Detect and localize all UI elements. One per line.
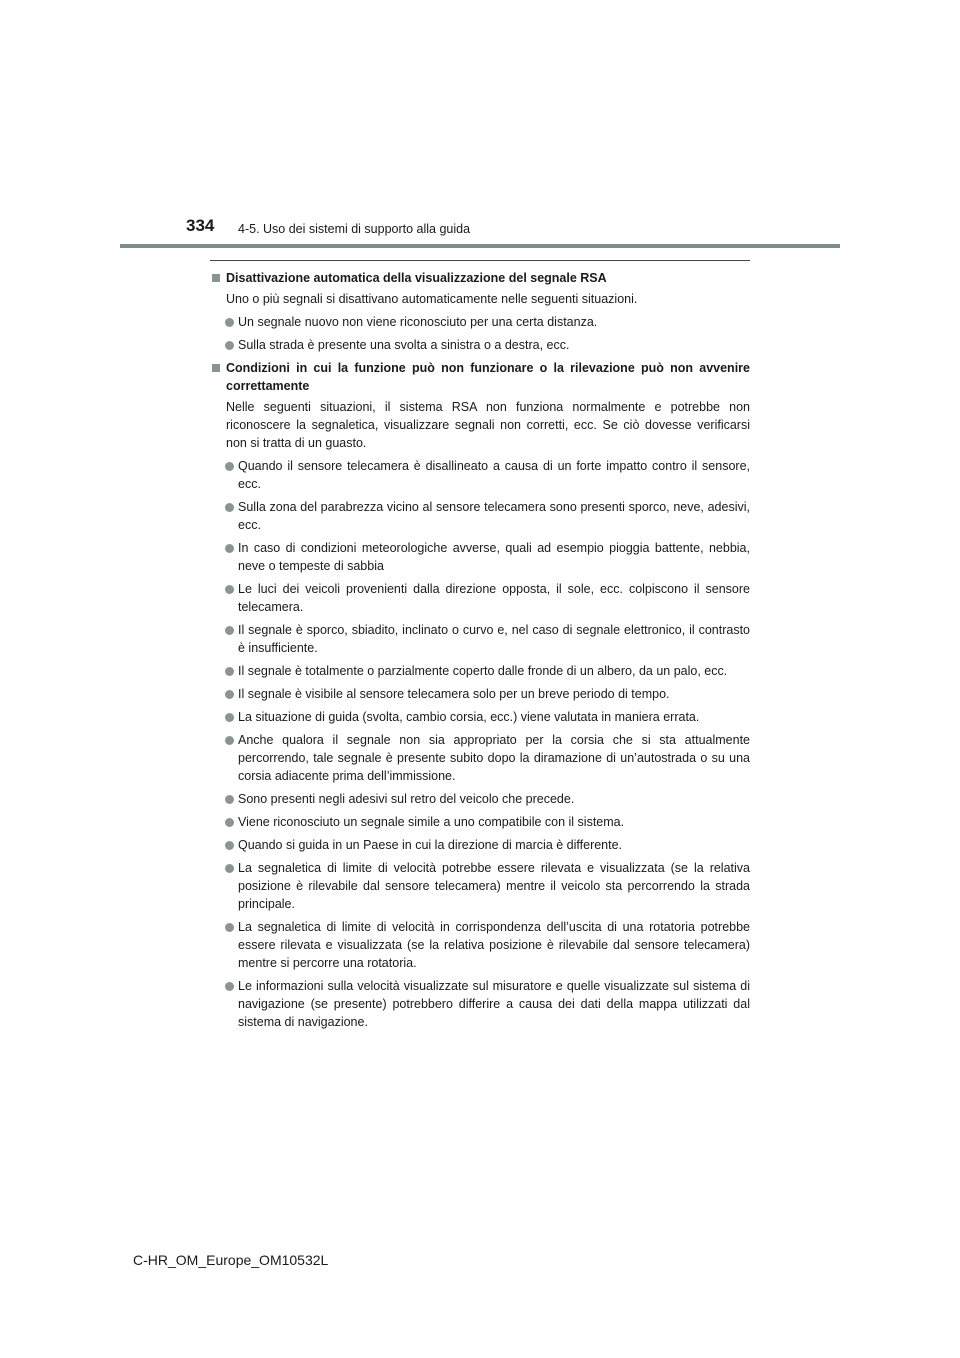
page-content — [210, 260, 750, 1036]
list-item — [210, 918, 750, 972]
list-item-text: La segnaletica di limite di velocità potrebbe essere rilevata e visualizzata (se la relativa posizione è rilevabile dal sensore telecamera) mentre il veicolo sta percorrendo la strada principale. — [238, 861, 750, 911]
list-item-text: Le informazioni sulla velocità visualizzate sul misuratore e quelle visualizzate sul sistema di navigazione (se presente) potrebbero differire a causa dei dati della mappa utilizzati dal sistema di navigazione. — [238, 979, 750, 1029]
square-icon — [212, 274, 220, 282]
bullet-icon — [225, 795, 234, 804]
bullet-icon — [225, 503, 234, 512]
section-heading-text: Condizioni in cui la funzione può non funzionare o la rilevazione può non avvenire correttamente — [226, 361, 750, 393]
list-item — [210, 580, 750, 616]
bullet-icon — [225, 713, 234, 722]
list-item-text: Il segnale è visibile al sensore telecamera solo per un breve periodo di tempo. — [238, 687, 670, 701]
list-item — [210, 790, 750, 808]
list-item-text: Anche qualora il segnale non sia appropriato per la corsia che si sta attualmente percorrendo, tale segnale è presente subito dopo la diramazione di un’autostrada o su una corsia adiacente prima dell’immissione. — [238, 733, 750, 783]
list-item — [210, 708, 750, 726]
list-item — [210, 977, 750, 1031]
list-item-text: Il segnale è sporco, sbiadito, inclinato o curvo e, nel caso di segnale elettronico, il contrasto è insufficiente. — [238, 623, 750, 655]
bullet-icon — [225, 982, 234, 991]
list-item-text: Quando si guida in un Paese in cui la direzione di marcia è differente. — [238, 838, 623, 852]
bullet-list — [210, 457, 750, 1031]
list-item — [210, 621, 750, 657]
bullet-icon — [225, 626, 234, 635]
list-item-text: Sulla zona del parabrezza vicino al sensore telecamera sono presenti sporco, neve, adesivi, ecc. — [238, 500, 750, 532]
bullet-icon — [225, 841, 234, 850]
bullet-icon — [225, 736, 234, 745]
section-detection-conditions — [210, 359, 750, 1031]
list-item-text: Le luci dei veicoli provenienti dalla direzione opposta, il sole, ecc. colpiscono il sensore telecamera. — [238, 582, 750, 614]
section-heading-text: Disattivazione automatica della visualizzazione del segnale RSA — [226, 271, 607, 285]
square-icon — [212, 364, 220, 372]
list-item-text: In caso di condizioni meteorologiche avverse, quali ad esempio pioggia battente, nebbia, neve o tempeste di sabbia — [238, 541, 750, 573]
bullet-icon — [225, 690, 234, 699]
section-intro: Uno o più segnali si disattivano automaticamente nelle seguenti situazioni. — [226, 292, 638, 306]
list-item — [210, 336, 750, 354]
list-item — [210, 457, 750, 493]
bullet-icon — [225, 544, 234, 553]
list-item-text: Un segnale nuovo non viene riconosciuto per una certa distanza. — [238, 315, 598, 329]
list-item-text: Il segnale è totalmente o parzialmente coperto dalle fronde di un albero, da un palo, ecc. — [238, 664, 728, 678]
page-number: 334 — [186, 216, 215, 235]
list-item — [210, 731, 750, 785]
header-rule — [120, 244, 840, 248]
list-item — [210, 539, 750, 575]
bullet-icon — [225, 923, 234, 932]
section-heading — [210, 359, 750, 395]
list-item-text: Quando il sensore telecamera è disallineato a causa di un forte impatto contro il sensore, ecc. — [238, 459, 750, 491]
bullet-icon — [225, 864, 234, 873]
bullet-list — [210, 313, 750, 354]
list-item — [210, 859, 750, 913]
bullet-icon — [225, 818, 234, 827]
list-item — [210, 662, 750, 680]
list-item — [210, 685, 750, 703]
list-item — [210, 836, 750, 854]
section-rsa-auto-off — [210, 269, 750, 354]
section-intro: Nelle seguenti situazioni, il sistema RSA non funziona normalmente e potrebbe non riconoscere la segnaletica, visualizzare segnali non corretti, ecc. Se ciò dovesse verificarsi non si tratta di un guasto. — [226, 400, 750, 450]
bullet-icon — [225, 341, 234, 350]
bullet-icon — [225, 318, 234, 327]
list-item — [210, 313, 750, 331]
list-item-text: La segnaletica di limite di velocità in corrispondenza dell’uscita di una rotatoria potrebbe essere rilevata e visualizzata (se la relativa posizione è rilevabile dal sensore telecamera) mentre si percorre una rotatoria. — [238, 920, 750, 970]
list-item — [210, 813, 750, 831]
list-item-text: Sono presenti negli adesivi sul retro del veicolo che precede. — [238, 792, 575, 806]
list-item — [210, 498, 750, 534]
list-item-text: Viene riconosciuto un segnale simile a uno compatibile con il sistema. — [238, 815, 625, 829]
list-item-text: La situazione di guida (svolta, cambio corsia, ecc.) viene valutata in maniera errata. — [238, 710, 700, 724]
bullet-icon — [225, 585, 234, 594]
section-heading — [210, 269, 750, 287]
bullet-icon — [225, 667, 234, 676]
chapter-title: 4-5. Uso dei sistemi di supporto alla guida — [238, 222, 471, 236]
list-item-text: Sulla strada è presente una svolta a sinistra o a destra, ecc. — [238, 338, 570, 352]
bullet-icon — [225, 462, 234, 471]
document-code: C-HR_OM_Europe_OM10532L — [133, 1252, 329, 1268]
